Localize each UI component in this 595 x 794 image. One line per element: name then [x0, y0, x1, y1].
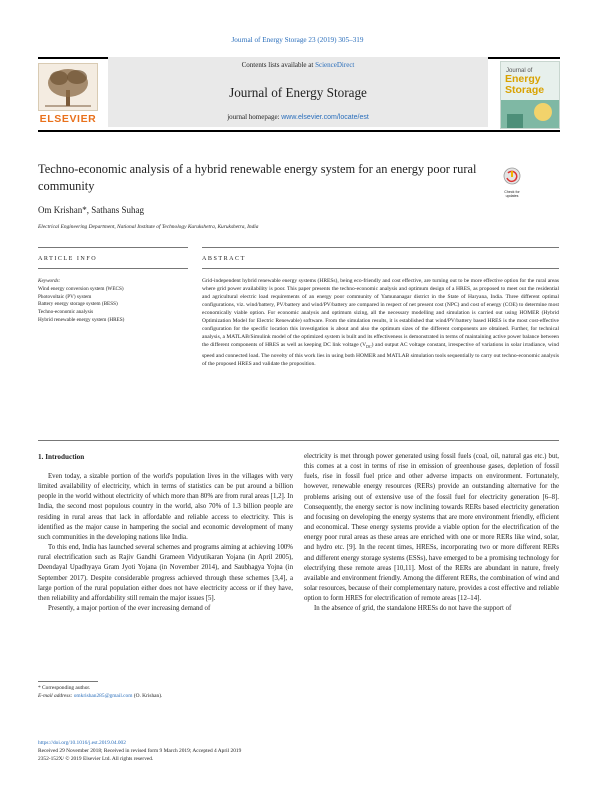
article-info-rule-mid: [38, 268, 188, 269]
journal-masthead: [38, 57, 560, 133]
body-column-right: [304, 452, 559, 615]
keyword-item: Techno-economic analysis: [38, 309, 94, 316]
intro-paragraph: Even today, a sizable portion of the world's population lives in the villages with very limited availability of electricity, which in terms of statistics can be put around a billion people in the world without electricity of which more than 80% are from rural areas [1,2]. In India, the second most populous country in the world, also 70% of 1.3 billion people are residing in rural areas that lack in affordable and reliable access to electricity. This is identified as the major cause in hampering the social and economic development of many such communities in the developing nations like India.: [38, 473, 293, 541]
article-footer: [38, 739, 241, 763]
cover-art-icon: [501, 100, 559, 129]
keyword-item: Photovoltaic (PV) system: [38, 293, 92, 300]
email-label: E-mail address:: [38, 693, 74, 699]
abstract-part1: Grid-independent hybrid renewable energy systems (HRESs), being eco-friendly and cost effective, are turning out to be more effective option for the rural areas where grid power availability is poor. This paper presents the techno-economic analysis and optimum design of a HRES, as proposed to meet out the residential and agricultural electric load requirements of an energy poor community of Yamunanagar district in the State of Haryana, India. Three different optimal configurations, viz. wind/battery, PV/battery and wind/PV/battery are compared in respect of net present cost (NPC) and cost of energy (COE) to determine most economically viable option. For economic analysis and optimum sizing, all the necessary modelling and simulation is carried out using HOMER (Hybrid Optimization Model for Electric Renewable) software. From the simulation results, it is established that wind/PV/battery based HRES is the most cost-effective configuration for the specific location this investigation is about and also the optimum sizes of the different components are obtained. Further, for technical analysis, a MATLAB/Simulink model of the optimized system is built and its effectiveness is demonstrated in terms of maintaining active power balance between the different components of HRES as well as keeping DC link voltage (V: [202, 278, 559, 349]
check-badge-line1: Check for: [504, 190, 520, 194]
abstract-rule-top: [202, 247, 559, 248]
check-for-updates-badge[interactable]: [500, 167, 524, 197]
intro-paragraph: Presently, a major portion of the ever increasing demand of: [48, 605, 211, 613]
sciencedirect-link[interactable]: ScienceDirect: [315, 61, 355, 69]
doi-link[interactable]: https://doi.org/10.1016/j.est.2019.04.002: [38, 740, 126, 746]
abstract-part2: ) and output AC voltage constant, irrespective of variations in solar irradiance, wind speed and connected load. The novelty of this work lies in using both HOMER and MATLAB simulation tools sequentially to carry out techno-economic analysis of the proposed HRES and validate the proposition.: [202, 342, 559, 367]
elsevier-wordmark: ELSEVIER: [39, 113, 97, 125]
affiliation: Electrical Engineering Department, National Institute of Technology Kurukshetra, Kurukshetra, India: [38, 224, 259, 230]
abstract-heading: ABSTRACT: [202, 256, 246, 262]
author-email-link[interactable]: omkrishan285@gmail.com: [73, 693, 133, 699]
keyword-item: Battery energy storage system (BESS): [38, 301, 118, 308]
section-heading-introduction: 1. Introduction: [38, 453, 85, 461]
cover-title-line2: Storage: [505, 84, 545, 96]
cover-journal-label: Journal of: [506, 68, 533, 74]
corresponding-author-note: * Corresponding author.: [38, 685, 91, 691]
intro-paragraph: In the absence of grid, the standalone HRESs do not have the support of: [314, 605, 512, 613]
footnote-rule: [38, 681, 98, 682]
intro-paragraph: To this end, India has launched several schemes and programs aiming at achieving 100% rural electrification such as Rajiv Gandhi Grameen Vidyutikaran Yojana (in April 2005), Deendayal Upadhyaya Gram Jyoti Yojana (in November 2014), and Saubhagya Yojna (in September 2017). Despite considerable progress achieved through these schemes [3,4], a large portion of the rural population either does not have electricity access or if they have, then reliability and affordability still remain the major issues [5].: [38, 544, 293, 602]
check-for-updates-icon: [500, 167, 524, 185]
footnote: [38, 684, 162, 700]
masthead-center: [108, 57, 488, 127]
email-line: [38, 692, 162, 700]
elsevier-tree-icon: [38, 63, 98, 111]
cover-title-line1: Energy: [505, 73, 541, 85]
article-title: Techno-economic analysis of a hybrid renewable energy system for an energy poor rural community: [38, 162, 477, 193]
journal-cover-thumbnail[interactable]: [500, 61, 560, 129]
article-info-rule-top: [38, 247, 188, 248]
body-column-left: [38, 472, 293, 614]
journal-title: Journal of Energy Storage: [229, 85, 367, 100]
intro-paragraph: electricity is met through power generated using fossil fuels (coal, oil, natural gas etc.) but, this comes at a cost in terms of rise in emission of greenhouse gases, depletion of fossil fuels, rise in fossil fuel price and other adverse impacts on environment. Fortunately, however, renewable energy resources (RERs) provide an outstanding alternative for the problems arising out of extensive use of the fossil fuel for electricity generation [6–8]. Consequently, the energy sector is now inclining towards RERs based electricity generation and focusing on developing the energy systems that are more environment friendly, efficient and economical. These energy systems provide a viable option for the electrification of the energy poor rural areas as these areas are enriched with one or more RERs like wind, solar, and hydro etc. [9]. In the recent times, HRESs, incorporating two or more different RERs and different energy storage systems (ESSs), have emerged to be a promising technology for electrifying these remote areas [10,11]. Most of the RERs are abundant in nature, freely available and environment friendly. Among the different RERs, the combination of wind and solar resources, because of their complementary nature, provides a cost effective and reliable option to form HRES for electrification of remote areas [12–14].: [304, 453, 559, 603]
check-badge-text: [500, 190, 524, 198]
contents-prefix: Contents lists available at: [241, 61, 316, 69]
article-info-heading: ARTICLE INFO: [38, 256, 98, 262]
citation-line[interactable]: Journal of Energy Storage 23 (2019) 305–319: [231, 36, 364, 44]
email-suffix: (O. Krishan).: [132, 693, 163, 699]
keywords-block: [38, 278, 188, 325]
keyword-item: Wind energy conversion system (WECS): [38, 285, 124, 292]
masthead-bottom-rule: [38, 130, 560, 132]
authors-line: Om Krishan*, Sathans Suhag: [38, 205, 144, 215]
received-dates: Received 29 November 2018; Received in revised form 9 March 2019; Accepted 4 April 2019: [38, 748, 242, 754]
abstract-vdc-subscript: DC: [366, 344, 372, 350]
homepage-line: [108, 113, 488, 121]
abstract-rule-mid: [202, 268, 559, 269]
cover-title: [505, 74, 544, 96]
check-badge-line2: updates: [505, 194, 519, 199]
copyright-line: 2352-152X/ © 2019 Elsevier Ltd. All rights reserved.: [38, 756, 154, 762]
elsevier-logo[interactable]: [38, 63, 98, 125]
homepage-link[interactable]: www.elsevier.com/locate/est: [281, 114, 369, 121]
abstract-text: [202, 277, 559, 368]
abstract-rule-bottom: [38, 440, 559, 441]
homepage-prefix: journal homepage:: [227, 113, 282, 121]
keywords-label: Keywords:: [38, 278, 61, 284]
keyword-item: Hybrid renewable energy system (HRES): [38, 316, 125, 323]
contents-line: [108, 61, 488, 69]
